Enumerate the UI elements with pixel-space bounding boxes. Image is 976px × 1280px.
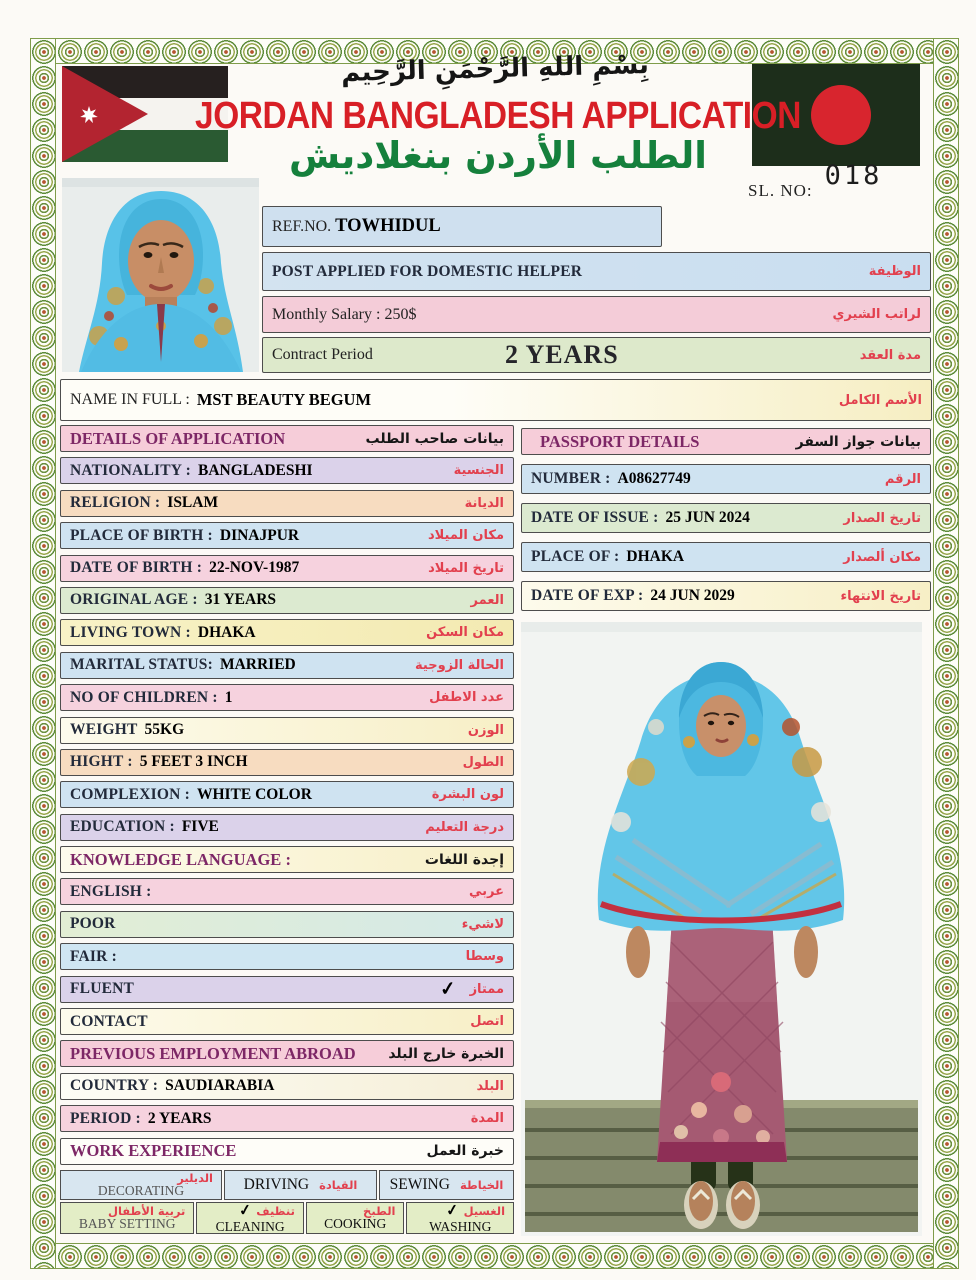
field-value: 22-NOV-1987	[209, 559, 300, 577]
page-title: JORDAN BANGLADESH APPLICATION	[195, 95, 801, 137]
work-cell-decorating	[60, 1170, 222, 1200]
field-arabic: عربي	[468, 884, 504, 900]
field-value: SAUDIARABIA	[165, 1077, 275, 1095]
details-column	[60, 425, 514, 1234]
field-arabic: الرقم	[884, 471, 921, 487]
previous-employment-header: PREVIOUS EMPLOYMENT ABROAD	[70, 1043, 356, 1063]
field-value: 31 YEARS	[204, 591, 277, 609]
skill-arabic: الخياطة	[459, 1177, 504, 1192]
checkmark-icon: ✓	[445, 1202, 460, 1221]
field-arabic: الطول	[462, 754, 504, 770]
field-label: ORIGINAL AGE :	[70, 591, 198, 609]
passport-column	[521, 428, 931, 611]
contract-period-label: Contract Period	[272, 346, 373, 363]
field-label: DATE OF BIRTH :	[70, 559, 203, 577]
knowledge-language-arabic: إجدة اللغات	[424, 851, 504, 868]
field-label: COUNTRY :	[70, 1077, 159, 1095]
knowledge-language-header: KNOWLEDGE LANGUAGE :	[70, 849, 291, 869]
checkmark-icon: ✓	[237, 1202, 253, 1221]
work-table-row-2	[60, 1202, 514, 1234]
applicant-portrait-photo	[62, 178, 259, 372]
detail-row-height	[60, 749, 514, 776]
work-table-row-1	[60, 1170, 514, 1200]
field-value: 5 FEET 3 INCH	[139, 753, 248, 771]
passport-row-number	[521, 464, 931, 494]
name-label: NAME IN FULL :	[70, 391, 190, 408]
employment-row-country	[60, 1073, 514, 1100]
field-arabic: الوزن	[467, 722, 504, 738]
field-arabic: تاريخ الانتهاء	[840, 588, 921, 604]
monthly-salary-text: Monthly Salary : 250$	[272, 305, 417, 323]
field-arabic: وسطا	[465, 949, 504, 965]
field-arabic: درجة التعليم	[425, 819, 504, 835]
ornamental-border-left	[30, 38, 56, 1269]
previous-employment-arabic: الخبرة خارج البلد	[388, 1045, 504, 1062]
bismillah-calligraphy: بِسْمِ اللهِ الرَّحْمَنِ الرَّحِيم	[340, 49, 650, 89]
language-row-poor	[60, 911, 514, 938]
field-arabic: الحالة الزوجية	[415, 657, 504, 673]
details-header: DETAILS OF APPLICATION	[70, 428, 286, 448]
skill-label: SEWING	[389, 1175, 450, 1193]
work-cell-washing	[406, 1202, 514, 1234]
applicant-full-body-photo	[521, 622, 922, 1236]
monthly-salary-row	[262, 296, 931, 333]
passport-header-row	[521, 428, 931, 455]
field-arabic: العمر	[470, 592, 504, 608]
field-label: HIGHT :	[70, 753, 133, 771]
field-label: PLACE OF :	[531, 548, 620, 565]
skill-arabic: الطبخ	[363, 1203, 396, 1218]
work-cell-baby-setting	[60, 1202, 194, 1234]
contract-period-value: 2 YEARS	[505, 340, 619, 369]
ornamental-border-right	[933, 38, 959, 1269]
field-value: 55KG	[144, 721, 185, 739]
field-value: 1	[224, 688, 233, 706]
details-header-row	[60, 425, 514, 452]
field-arabic: البلد	[476, 1078, 504, 1094]
field-value: DHAKA	[197, 623, 256, 641]
checkmark-icon: ✓	[438, 977, 457, 1001]
field-arabic: عدد الاطفل	[429, 690, 504, 706]
detail-row-marital-status	[60, 652, 514, 679]
page-title-arabic: الطلب الأردن بنغلاديش	[289, 134, 707, 177]
field-label: FAIR :	[70, 947, 117, 965]
field-value: WHITE COLOR	[196, 785, 312, 803]
employment-row-period	[60, 1105, 514, 1132]
field-arabic: مكان ألصدار	[843, 549, 921, 565]
detail-row-date-of-birth	[60, 555, 514, 582]
serial-number	[748, 160, 883, 201]
field-arabic: الديانة	[464, 495, 504, 511]
serial-number-value: 018	[824, 160, 883, 191]
field-label: EDUCATION :	[70, 818, 175, 836]
field-value: 24 JUN 2029	[650, 587, 735, 604]
field-value: FIVE	[181, 818, 219, 836]
skill-label: BABY SETTING	[78, 1216, 176, 1232]
contract-period-arabic: مدة العقد	[859, 347, 921, 363]
detail-row-complexion	[60, 781, 514, 808]
field-arabic: تاريخ الميلاد	[428, 560, 504, 576]
field-label: POOR	[70, 915, 116, 933]
skill-arabic: الديلير	[177, 1170, 213, 1185]
name-value: MST BEAUTY BEGUM	[196, 390, 372, 409]
knowledge-language-header-row	[60, 846, 514, 873]
field-label: LIVING TOWN :	[70, 623, 191, 641]
field-value: MARRIED	[219, 656, 296, 674]
serial-number-label: SL. NO:	[748, 181, 813, 200]
work-experience-table	[60, 1170, 514, 1234]
post-applied-row	[262, 252, 931, 291]
field-value: 25 JUN 2024	[665, 509, 750, 526]
detail-row-living-town	[60, 619, 514, 646]
field-arabic: مكان السكن	[426, 625, 504, 641]
previous-employment-header-row	[60, 1040, 514, 1067]
language-row-contact	[60, 1008, 514, 1035]
field-arabic: اتصل	[470, 1014, 504, 1030]
work-experience-header-row	[60, 1138, 514, 1165]
field-label: CONTACT	[70, 1012, 148, 1030]
language-row-english	[60, 878, 514, 905]
field-arabic: تاريخ الصدار	[843, 510, 921, 526]
skill-arabic: الغسيل	[463, 1203, 506, 1218]
field-label: PLACE OF BIRTH :	[70, 526, 213, 544]
passport-row-place-of-issue	[521, 542, 931, 572]
language-row-fluent	[60, 976, 514, 1003]
skill-label: DECORATING	[97, 1183, 185, 1199]
name-arabic: الأسم الكامل	[838, 392, 922, 408]
detail-row-original-age	[60, 587, 514, 614]
field-label: DATE OF ISSUE :	[531, 509, 659, 526]
passport-header-arabic: بيانات جواز السفر	[795, 433, 921, 450]
skill-arabic: تربية الأطفال	[107, 1203, 186, 1218]
monthly-salary-arabic: لراتب الشيري	[832, 307, 921, 322]
field-label: DATE OF EXP :	[531, 587, 644, 604]
work-cell-cooking	[306, 1202, 405, 1234]
field-value: DINAJPUR	[219, 526, 300, 544]
work-cell-driving	[224, 1170, 377, 1200]
field-arabic: لاشيء	[461, 916, 504, 932]
post-applied-text: POST APPLIED FOR DOMESTIC HELPER	[272, 262, 583, 280]
field-label: NATIONALITY :	[70, 461, 192, 479]
ref-no-value: TOWHIDUL	[335, 216, 441, 236]
passport-row-date-of-expiry	[521, 581, 931, 611]
detail-row-no-of-children	[60, 684, 514, 711]
skill-label: COOKING	[324, 1216, 387, 1232]
ornamental-border-bottom	[30, 1243, 959, 1269]
field-label: PERIOD :	[70, 1109, 141, 1127]
field-label: COMPLEXION :	[70, 785, 190, 803]
passport-header: PASSPORT DETAILS	[540, 431, 700, 451]
skill-arabic: تنظيف	[256, 1203, 295, 1218]
detail-row-religion	[60, 490, 514, 517]
field-label: FLUENT	[70, 980, 135, 998]
field-arabic: الجنسية	[453, 463, 504, 479]
contract-period-row	[262, 337, 931, 373]
field-label: RELIGION :	[70, 494, 161, 512]
work-cell-cleaning	[196, 1202, 304, 1234]
field-value: DHAKA	[626, 548, 685, 565]
field-label: WEIGHT	[70, 721, 138, 739]
work-experience-header: WORK EXPERIENCE	[70, 1141, 237, 1161]
field-arabic: مكان الميلاد	[427, 528, 504, 544]
field-arabic: المدة	[470, 1111, 504, 1127]
skill-label: WASHING	[429, 1219, 492, 1235]
skill-label: DRIVING	[243, 1175, 310, 1193]
language-row-fair	[60, 943, 514, 970]
field-label: ENGLISH :	[70, 882, 152, 900]
post-applied-arabic: الوظيفة	[868, 264, 921, 279]
field-label: MARITAL STATUS:	[70, 656, 213, 674]
field-value: BANGLADESHI	[198, 461, 313, 479]
detail-row-education	[60, 814, 514, 841]
ref-no-label: REF.NO.	[272, 217, 332, 235]
detail-row-place-of-birth	[60, 522, 514, 549]
work-cell-sewing	[379, 1170, 514, 1200]
ref-no-row	[262, 206, 662, 247]
skill-arabic: القيادة	[319, 1177, 358, 1192]
details-header-arabic: بيانات صاحب الطلب	[365, 430, 504, 447]
field-value: 2 YEARS	[147, 1109, 212, 1127]
field-arabic: ممتاز	[469, 981, 504, 997]
field-value: A08627749	[617, 470, 691, 487]
passport-row-date-of-issue	[521, 503, 931, 533]
field-label: NO OF CHILDREN :	[70, 688, 218, 706]
field-arabic: لون البشرة	[431, 787, 504, 803]
work-experience-arabic: خبرة العمل	[426, 1143, 504, 1160]
skill-label: CLEANING	[215, 1219, 285, 1235]
detail-row-weight	[60, 717, 514, 744]
field-label: NUMBER :	[531, 470, 611, 487]
name-in-full-row	[60, 379, 932, 421]
field-value: ISLAM	[167, 494, 219, 512]
detail-row-nationality	[60, 457, 514, 484]
